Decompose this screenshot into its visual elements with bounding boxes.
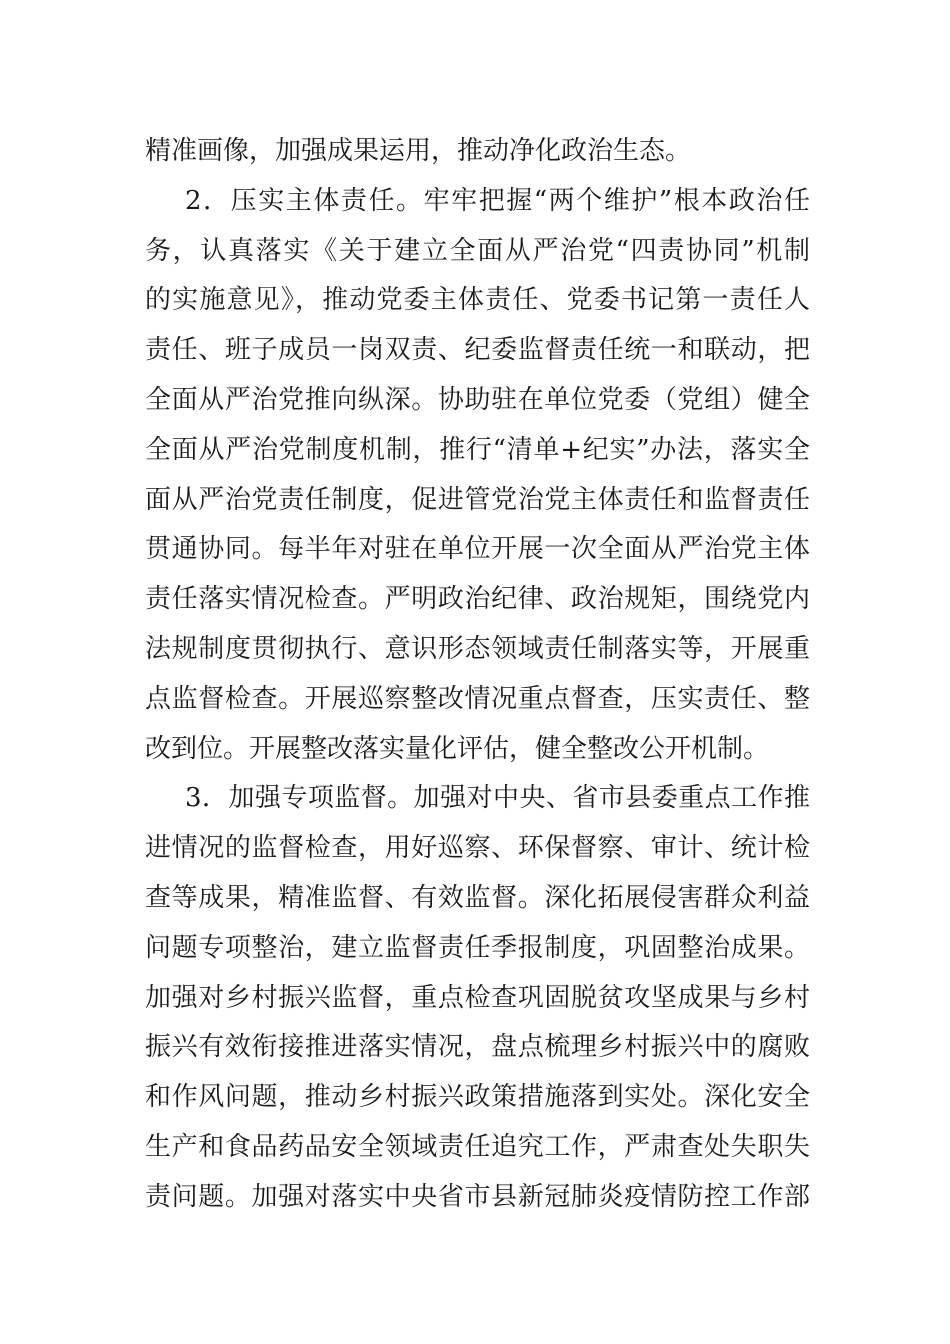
paragraph-3-start-line: 3．加强专项监督。加强对中央、省市县委重点工作推	[185, 783, 810, 814]
text-line: 加强对乡村振兴监督，重点检查巩固脱贫攻坚成果与乡村	[145, 982, 810, 1013]
text-line: 生产和食品药品安全领域责任追究工作，严肃查处失职失	[145, 1131, 810, 1162]
text-line: 改到位。开展整改落实量化评估，健全整改公开机制。	[145, 733, 770, 764]
text-line: 的实施意见》，推动党委主体责任、党委书记第一责任人	[145, 285, 810, 316]
text-line: 全面从严治党制度机制，推行“清单+纪实”办法，落实全	[145, 434, 810, 465]
text-line: 面从严治党责任制度，促进管党治党主体责任和监督责任	[145, 484, 810, 515]
text-line: 法规制度贯彻执行、意识形态领域责任制落实等，开展重	[145, 633, 810, 664]
text-line: 贯通协同。每半年对驻在单位开展一次全面从严治党主体	[145, 534, 810, 565]
text-line: 责任落实情况检查。严明政治纪律、政治规矩，围绕党内	[145, 584, 810, 615]
text-line: 和作风问题，推动乡村振兴政策措施落到实处。深化安全	[145, 1082, 810, 1113]
text-line: 务，认真落实《关于建立全面从严治党“四责协同”机制	[145, 235, 810, 266]
text-line: 全面从严治党推向纵深。协助驻在单位党委（党组）健全	[145, 384, 810, 415]
text-line: 振兴有效衔接推进落实情况，盘点梳理乡村振兴中的腐败	[145, 1032, 810, 1063]
text-line: 点监督检查。开展巡察整改情况重点督查，压实责任、整	[145, 683, 810, 714]
text-line: 精准画像，加强成果运用，推动净化政治生态。	[145, 136, 692, 166]
text-line: 责任、班子成员一岗双责、纪委监督责任统一和联动，把	[145, 335, 810, 366]
body-text	[145, 127, 810, 1223]
text-line: 进情况的监督检查，用好巡察、环保督察、审计、统计检	[145, 833, 810, 864]
text-line: 查等成果，精准监督、有效监督。深化拓展侵害群众利益	[145, 882, 810, 913]
text-line: 责问题。加强对落实中央省市县新冠肺炎疫情防控工作部	[145, 1181, 810, 1212]
paragraph-2-start-line: 2．压实主体责任。牢牢把握“两个维护”根本政治任	[185, 185, 810, 216]
text-line: 问题专项整治，建立监督责任季报制度，巩固整治成果。	[145, 932, 810, 963]
